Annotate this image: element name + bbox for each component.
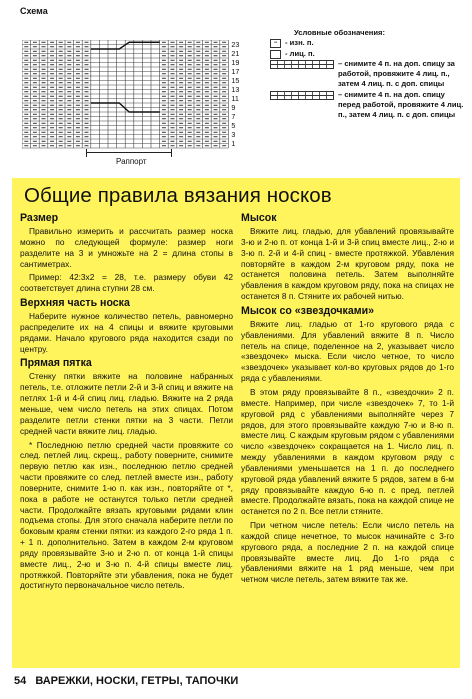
row-number: 7: [231, 112, 236, 121]
legend-title: Условные обозначения:: [294, 28, 386, 37]
knitting-chart: [22, 40, 252, 152]
row-number: 15: [231, 76, 240, 85]
paragraph: При четном числе петель: Если число петель на каждой спице нечетное, то мысок начинайте с 3-го кругового ряда, а последние 2 п. на каждой спице провязывайте вместе лиц. До 1-го ряда с убавлениями вяжите на 1 ряд меньше, чем при четном числе петель, затем вяжите так же.: [241, 520, 454, 585]
row-number: 3: [231, 130, 236, 139]
purl-symbol-icon: −: [270, 39, 281, 48]
legend-item: [270, 38, 465, 48]
paragraph: Правильно измерить и рассчитать размер носка можно по следующей формуле: размер ноги разделите на 3 и умножьте на 2 = длина стопы в сантиметрах.: [20, 226, 233, 269]
legend-text: – снимите 4 п. на доп. спицу перед работой, провяжите 4 лиц. п., затем 4 лиц. п. с доп. спицы: [338, 89, 464, 120]
schema-title: Схема: [20, 6, 48, 16]
section-name: ВАРЕЖКИ, НОСКИ, ГЕТРЫ, ТАПОЧКИ: [35, 675, 239, 687]
paragraph: Пример: 42:3x2 = 28, т.е. размеру обуви 42 соответствует длина ступни 28 см.: [20, 272, 233, 294]
row-number: 23: [231, 40, 240, 49]
paragraph: В этом ряду провязывайте 8 п., «звездочки» 2 п. вместе. Например, при числе «звездочек» 7, то 1-й круговой ряд с убавлениями выполняйте через 7 рядов, для этого провязывайте каждую 7-ю и 8-ю п. вместе лиц. С каждым круговым рядом с убавлениями число «звездочек» сокращается на 1. Число лиц. п. между убавлениями в каждом круговом ряду с убавлениями уменьшается на 1 п. до последнего круговой ряда убавлений вяжите 5 рядов, затем в 6-м ряду провязывайте каждую 6-ю п. с пред. петлей вместе. Продолжайте вязать, пока на каждой спице не останется по 2 п. Все петли стяните.: [241, 386, 454, 517]
row-number: 17: [231, 67, 240, 76]
page-number: 54: [14, 675, 27, 687]
row-number: 11: [231, 94, 239, 103]
paragraph: Вяжите лиц. гладью от 1-го кругового ряда с убавлениями. Для убавлений вяжите 8 п. Число петель на спице, поделенное на 2, указывает число «звездочек» мыска. Если число четное, то число «звездочек» указывает кол-во круговых рядов до 1-го ряда с убавлениями.: [241, 318, 454, 384]
section-heading: Мысок: [241, 212, 277, 224]
knit-symbol-icon: [270, 50, 281, 59]
article-title: Общие правила вязания носков: [24, 184, 332, 207]
page-footer: [14, 675, 238, 687]
chart-section: [0, 0, 472, 175]
section-heading: Размер: [20, 212, 59, 224]
row-number: 1: [231, 139, 236, 148]
legend-item: [270, 59, 465, 90]
paragraph: Стенку пятки вяжите на половине набранных петель, т.е. отложите петли 2-й и 3-й спиц и вяжите на петлях 1-й и 4-й спиц лиц. гладью. Вяжите на 2 ряда меньше, чем число петель на этих спицах. Потом разделите петли стенки пятки на 3 части. Петли средней части вяжите лиц. гладью.: [20, 371, 233, 436]
paragraph: * Последнюю петлю средней части провяжите со след. петлей лиц. скрещ., работу поверните, снимите первую петлю как изн., последнюю петлю средней части провяжите со след. петлей вместе изн., работу поверните, снимите 1-ю п. как изн., повторяйте от *, пока в работе не останутся только петли средней части. Продолжайте вязать круговыми рядами клин подъема стопы. Для этого сначала наберите петли по боковым краям стенки пятки: из каждого 2-го ряда 1 п. + 1 п. дополнительно. Затем в каждом 2-м круговом ряду провязывайте 3-ю и 2-ю п. от конца 1-й спицы вместе лиц., 2-ю и 3-ю п. 4-й спицы вместе лиц. протяжкой. Повторяйте эти убавления, пока не будет достигнуто первоначальное число петель.: [20, 439, 233, 591]
rapport-marker: [86, 152, 172, 153]
cable-back-symbol-icon: [270, 60, 334, 69]
cable-front-symbol-icon: [270, 91, 334, 100]
legend-item: [270, 49, 465, 59]
row-number: 9: [231, 103, 236, 112]
legend-text: – снимите 4 п. на доп. спицу за работой, провяжите 4 лиц. п., затем 4 лиц. п. с доп. спицы: [338, 58, 455, 89]
paragraph: Наберите нужное количество петель, равномерно распределите их на 4 спицы и вяжите круговыми рядами. Начало кругового ряда находится сзади по центру.: [20, 311, 233, 354]
legend-item: [270, 90, 465, 121]
article-panel: [12, 178, 460, 668]
row-number: 13: [231, 85, 240, 94]
legend-text: - изн. п.: [285, 38, 314, 48]
rapport-label: Раппорт: [116, 157, 147, 166]
legend-text: - лиц. п.: [285, 48, 315, 58]
section-heading: Верхняя часть носка: [20, 297, 130, 310]
right-column: [241, 212, 454, 588]
left-column: [20, 212, 233, 594]
row-number: 19: [231, 58, 240, 67]
row-number: 21: [231, 49, 240, 58]
section-heading: Мысок со «звездочками»: [241, 304, 374, 317]
paragraph: Вяжите лиц. гладью, для убавлений провязывайте 3-ю и 2-ю п. от конца 1-й и 3-й спиц вместе лиц., 2-ю и 3-ю п. 2-й и 4-й спиц - вместе протяжкой. Убавления повторяйте в каждом 2-м круговом ряду, пока не останется половина петель. Затем выполняйте убавления в каждом круговом ряду, пока на спицах не останется 8 п. Стяните их рабочей нитью.: [241, 226, 454, 302]
legend: [270, 28, 465, 121]
row-number: 5: [231, 121, 236, 130]
section-heading: Прямая пятка: [20, 357, 92, 370]
